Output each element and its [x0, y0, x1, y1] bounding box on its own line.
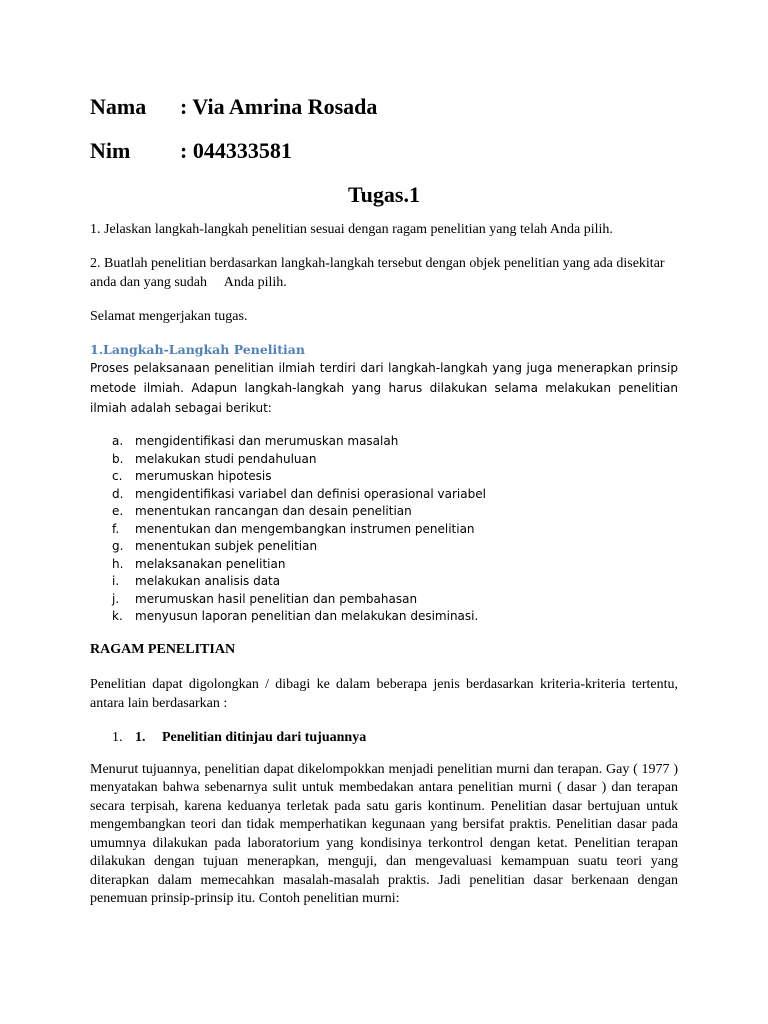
list-item-text: merumuskan hasil penelitian dan pembahasan	[135, 591, 418, 606]
ragam-intro: Penelitian dapat digolongkan / dibagi ke dalam beberapa jenis berdasarkan kriteria-kriteria tertentu, antara lain berdasarkan :	[90, 676, 678, 711]
list-marker: j.	[112, 591, 120, 606]
nim-line	[90, 136, 678, 180]
question-2: 2. Buatlah penelitian berdasarkan langkah-langkah tersebut dengan objek penelitian yang ada disekitar anda dan yang sudah Anda pilih.	[90, 256, 669, 290]
list-marker: f.	[112, 521, 120, 536]
ragam-body-paragraph: Menurut tujuannya, penelitian dapat dikelompokkan menjadi penelitian murni dan terapan. Gay ( 1977 ) menyatakan bahwa sebenarnya sulit untuk membedakan antara penelitian murni ( dasar ) dan terapan secara terpisah, karena keduanya terletak pada satu garis kontinum. Penelitian dasar bertujuan untuk mengembangkan teori dan tidak memperhatikan kegunaan yang bersifat praktis. Penelitian dasar pada umumnya dilakukan pada laboratorium yang kondisinya terkontrol dengan ketat. Penelitian terapan dilakukan dengan tujuan menerapkan, menguji, dan mengevaluasi kemampuan suatu teori yang diterapkan dalam memecahkan masalah-masalah praktis. Jadi penelitian dasar berkenaan dengan penemuan prinsip-prinsip itu. Contoh penelitian murni:	[90, 761, 678, 906]
list-item	[90, 433, 678, 451]
closing-text: Selamat mengerjakan tugas.	[90, 309, 248, 324]
section-heading-ragam: RAGAM PENELITIAN	[90, 641, 236, 657]
list-marker: d.	[112, 486, 124, 501]
list-marker: g.	[112, 539, 124, 553]
list-marker: e.	[112, 504, 124, 518]
sub-heading-text: Penelitian ditinjau dari tujuannya	[162, 729, 367, 745]
list-marker: k.	[112, 609, 123, 623]
nim-value: : 044333581	[180, 138, 292, 163]
list-item	[90, 608, 678, 626]
list-item	[90, 556, 678, 574]
sub-heading-tujuan	[90, 728, 678, 747]
name-value: : Via Amrina Rosada	[180, 94, 378, 119]
list-marker: h.	[112, 556, 124, 571]
document-title: Tugas.1	[348, 182, 420, 207]
list-item-text: menyusun laporan penelitian dan melakukan desiminasi.	[135, 609, 479, 623]
document-page	[90, 92, 678, 909]
list-marker: i.	[112, 574, 120, 588]
sub-heading-marker-outer: 1.	[112, 729, 123, 745]
list-item	[90, 573, 678, 591]
list-item	[90, 451, 678, 469]
list-item-text: merumuskan hipotesis	[135, 469, 272, 483]
list-item	[90, 503, 678, 521]
sub-heading-marker-inner: 1.	[135, 729, 146, 745]
list-item-text: menentukan dan mengembangkan instrumen penelitian	[135, 521, 475, 536]
section-intro-langkah: Proses pelaksanaan penelitian ilmiah terdiri dari langkah-langkah yang juga menerapkan prinsip metode ilmiah. Adapun langkah-langkah yang harus dilakukan selama melakukan penelitian ilmiah adalah sebagai berikut:	[90, 361, 678, 415]
nim-label: Nim	[90, 138, 131, 163]
list-item	[90, 538, 678, 556]
list-item-text: menentukan subjek penelitian	[135, 539, 318, 553]
list-marker: a.	[112, 434, 124, 448]
list-item	[90, 591, 678, 609]
list-item	[90, 468, 678, 486]
list-item-text: menentukan rancangan dan desain penelitian	[135, 504, 412, 518]
list-item-text: melaksanakan penelitian	[135, 556, 286, 571]
list-item-text: melakukan analisis data	[135, 574, 281, 588]
name-line	[90, 92, 678, 136]
list-item	[90, 486, 678, 504]
list-item-text: mengidentifikasi variabel dan definisi operasional variabel	[135, 486, 486, 501]
question-1: 1. Jelaskan langkah-langkah penelitian sesuai dengan ragam penelitian yang telah Anda pilih.	[90, 222, 613, 237]
list-item-text: mengidentifikasi dan merumuskan masalah	[135, 434, 399, 448]
list-item	[90, 521, 678, 539]
list-marker: c.	[112, 469, 123, 483]
name-label: Nama	[90, 94, 147, 119]
steps-list	[90, 433, 678, 626]
list-marker: b.	[112, 451, 124, 466]
list-item-text: melakukan studi pendahuluan	[135, 451, 317, 466]
section-heading-langkah: 1.Langkah-Langkah Penelitian	[90, 342, 305, 357]
